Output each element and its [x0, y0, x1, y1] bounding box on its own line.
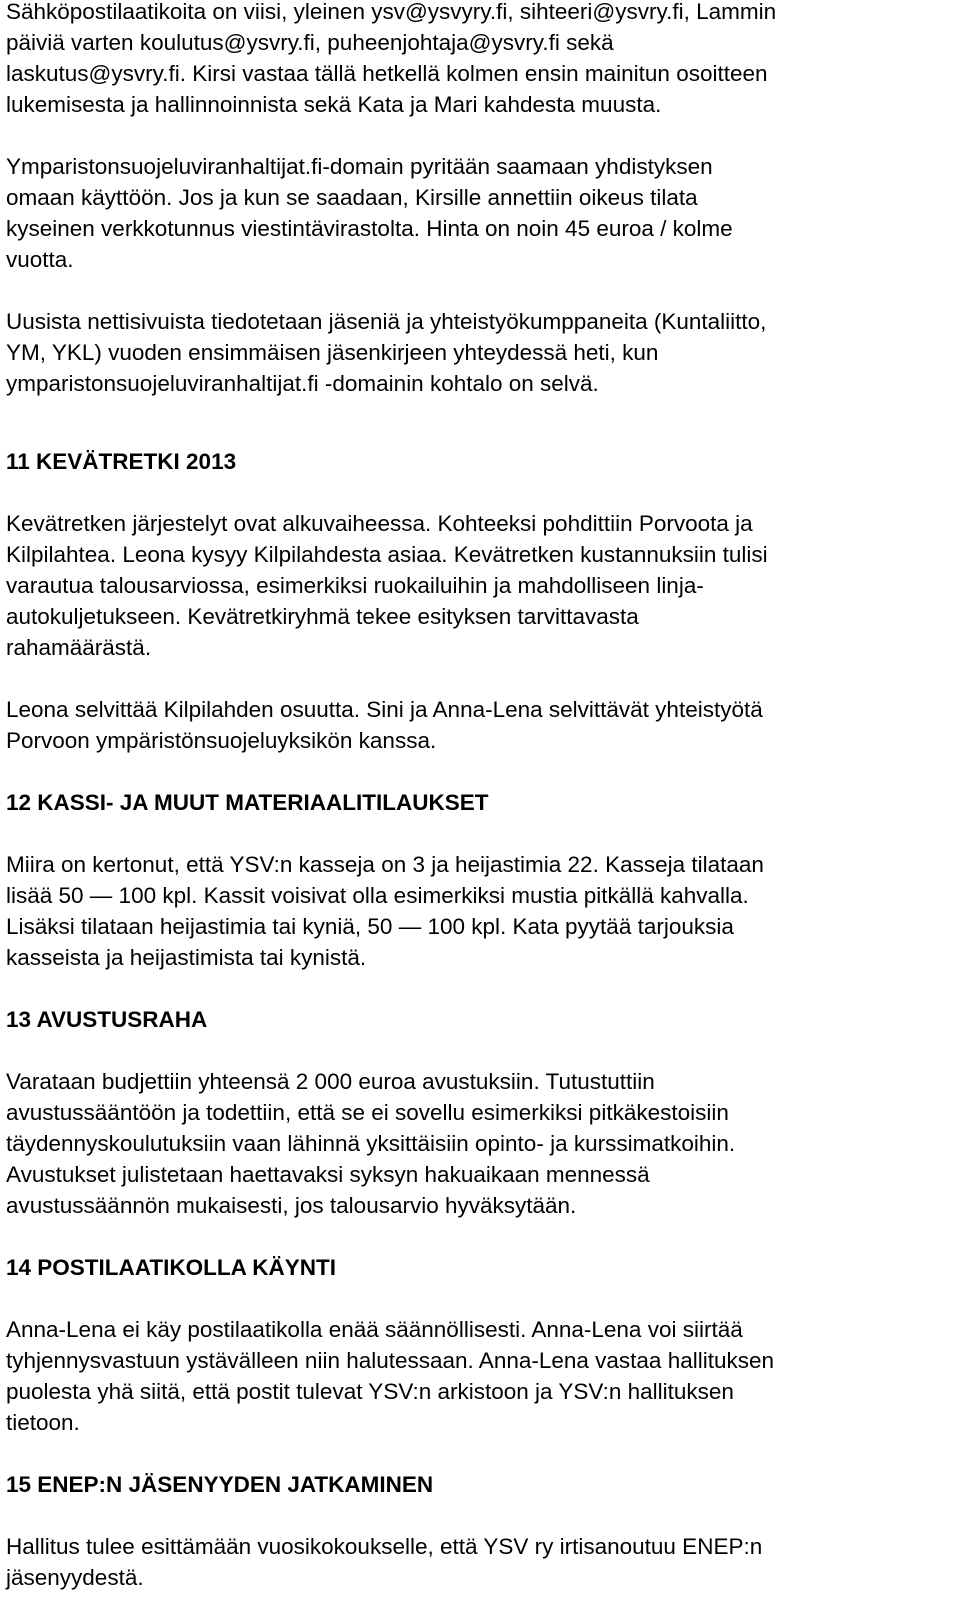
text-line: omaan käyttöön. Jos ja kun se saadaan, Kirsille annettiin oikeus tilata [6, 185, 698, 210]
text-line: avustussääntöön ja todettiin, että se ei sovellu esimerkiksi pitkäkestoisiin [6, 1100, 729, 1125]
text-line: rahamäärästä. [6, 635, 152, 660]
paragraph-material-orders [6, 849, 936, 973]
text-line: Kilpilahtea. Leona kysyy Kilpilahdesta asiaa. Kevätretken kustannuksiin tulisi [6, 542, 768, 567]
text-line: Anna-Lena ei käy postilaatikolla enää säännöllisesti. Anna-Lena voi siirtää [6, 1317, 743, 1342]
section-heading-12: 12 KASSI- JA MUUT MATERIAALITILAUKSET [6, 790, 489, 815]
paragraph-web-pages [6, 306, 936, 399]
text-line: tyhjennysvastuun ystävälleen niin halutessaan. Anna-Lena vastaa hallituksen [6, 1348, 775, 1373]
text-line: puolesta yhä siitä, että postit tulevat YSV:n arkistoon ja YSV:n hallituksen [6, 1379, 734, 1404]
text-line: Porvoon ympäristönsuojeluyksikön kanssa. [6, 728, 437, 753]
text-line: Uusista nettisivuista tiedotetaan jäseniä ja yhteistyökumppaneita (Kuntaliitto, [6, 309, 767, 334]
text-line: Varataan budjettiin yhteensä 2 000 euroa avustuksiin. Tutustuttiin [6, 1069, 655, 1094]
text-line: lukemisesta ja hallinnoinnista sekä Kata ja Mari kahdesta muusta. [6, 92, 662, 117]
paragraph-email-boxes [6, 0, 936, 120]
text-line: Leona selvittää Kilpilahden osuutta. Sini ja Anna-Lena selvittävät yhteistyötä [6, 697, 763, 722]
text-line: Sähköpostilaatikoita on viisi, yleinen ysv@ysvyry.fi, sihteeri@ysvry.fi, Lammin [6, 0, 777, 24]
paragraph-enep-membership [6, 1531, 936, 1593]
text-line: ymparistonsuojeluviranhaltijat.fi -domainin kohtalo on selvä. [6, 371, 599, 396]
text-line: tietoon. [6, 1410, 80, 1435]
text-line: päiviä varten koulutus@ysvry.fi, puheenjohtaja@ysvry.fi sekä [6, 30, 614, 55]
paragraph-domain [6, 151, 936, 275]
text-line: YM, YKL) vuoden ensimmäisen jäsenkirjeen yhteydessä heti, kun [6, 340, 659, 365]
text-line: kyseinen verkkotunnus viestintävirastolta. Hinta on noin 45 euroa / kolme [6, 216, 733, 241]
section-heading-13: 13 AVUSTUSRAHA [6, 1007, 208, 1032]
section-heading-14: 14 POSTILAATIKOLLA KÄYNTI [6, 1255, 337, 1280]
text-line: Ymparistonsuojeluviranhaltijat.fi-domain pyritään saamaan yhdistyksen [6, 154, 713, 179]
text-line: kasseista ja heijastimista tai kynistä. [6, 945, 367, 970]
text-line: avustussäännön mukaisesti, jos talousarvio hyväksytään. [6, 1193, 577, 1218]
paragraph-mailbox [6, 1314, 936, 1438]
text-line: autokuljetukseen. Kevätretkiryhmä tekee esityksen tarvittavasta [6, 604, 639, 629]
text-line: Kevätretken järjestelyt ovat alkuvaiheessa. Kohteeksi pohdittiin Porvoota ja [6, 511, 753, 536]
text-line: lisää 50 — 100 kpl. Kassit voisivat olla esimerkiksi mustia pitkällä kahvalla. [6, 883, 749, 908]
paragraph-spring-trip [6, 508, 936, 663]
text-line: vuotta. [6, 247, 74, 272]
text-line: varautua talousarviossa, esimerkiksi ruokailuihin ja mahdolliseen linja- [6, 573, 704, 598]
text-line: jäsenyydestä. [6, 1565, 144, 1590]
text-line: Miira on kertonut, että YSV:n kasseja on 3 ja heijastimia 22. Kasseja tilataan [6, 852, 764, 877]
section-heading-15: 15 ENEP:N JÄSENYYDEN JATKAMINEN [6, 1472, 434, 1497]
document-page [6, 0, 936, 1593]
text-line: täydennyskoulutuksiin vaan lähinnä yksittäisiin opinto- ja kurssimatkoihin. [6, 1131, 736, 1156]
text-line: Hallitus tulee esittämään vuosikokoukselle, että YSV ry irtisanoutuu ENEP:n [6, 1534, 763, 1559]
section-heading-11: 11 KEVÄTRETKI 2013 [6, 449, 237, 474]
text-line: laskutus@ysvry.fi. Kirsi vastaa tällä hetkellä kolmen ensin mainitun osoitteen [6, 61, 768, 86]
text-line: Lisäksi tilataan heijastimia tai kyniä, 50 — 100 kpl. Kata pyytää tarjouksia [6, 914, 734, 939]
paragraph-grant-money [6, 1066, 936, 1221]
text-line: Avustukset julistetaan haettavaksi syksyn hakuaikaan mennessä [6, 1162, 650, 1187]
paragraph-spring-trip-tasks [6, 694, 936, 756]
